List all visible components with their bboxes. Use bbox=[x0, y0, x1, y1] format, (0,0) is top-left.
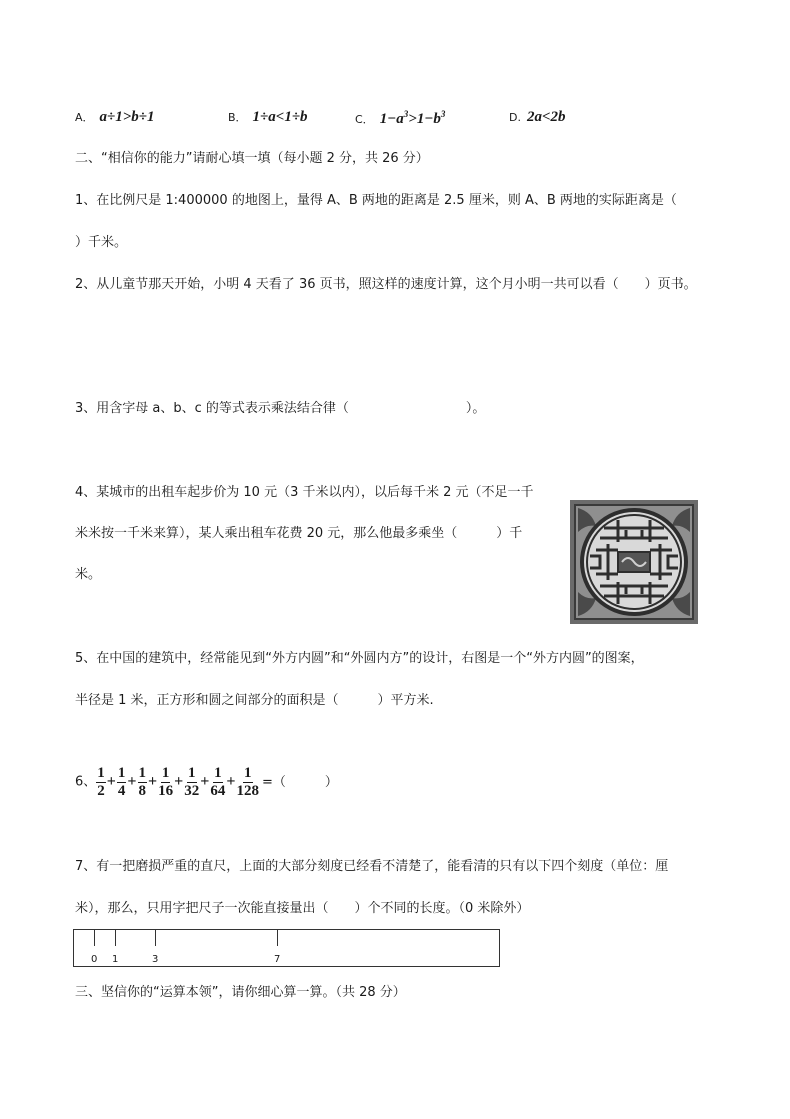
plus-sign: + bbox=[106, 773, 116, 790]
fraction: $\frac{1}{8}$ bbox=[138, 764, 147, 799]
option-d: D. 2a<2b bbox=[509, 109, 566, 125]
plus-sign: + bbox=[200, 773, 210, 790]
question-5-line-2: 半径是 1 米，正方形和圆之间部分的面积是（ ）平方米. bbox=[75, 693, 434, 708]
question-6-prefix: 6、 bbox=[75, 774, 97, 790]
plus-sign: + bbox=[174, 773, 184, 790]
ruler-label-7: 7 bbox=[274, 954, 281, 965]
plus-sign: + bbox=[148, 773, 158, 790]
question-2: 2、从儿童节那天开始，小明 4 天看了 36 页书，照这样的速度计算，这个月小明一共可以看（ ）页书。 bbox=[75, 277, 697, 292]
question-1-line-1: 1、在比例尺是 1:400000 的地图上，量得 A、B 两地的距离是 2.5 厘米，则 A、B 两地的实际距离是（ bbox=[75, 193, 677, 208]
fraction: $\frac{1}{16}$ bbox=[158, 764, 174, 799]
question-1-line-2: ）千米。 bbox=[75, 235, 128, 250]
ruler-tick bbox=[94, 930, 95, 946]
option-d-expr: 2a<2b bbox=[526, 109, 566, 125]
ruler-tick bbox=[155, 930, 156, 946]
question-4-line-2: 米米按一千米来算），某人乘出租车花费 20 元，那么他最多乘坐（ ）千 bbox=[75, 526, 523, 541]
question-4-line-1: 4、某城市的出租车起步价为 10 元（3 千米以内），以后每千米 2 元（不足一千 bbox=[75, 485, 534, 500]
question-5-line-1: 5、在中国的建筑中，经常能见到“外方内圆”和“外圆内方”的设计，右图是一个“外方内圆”的图案， bbox=[75, 651, 644, 666]
plus-sign: + bbox=[226, 773, 236, 790]
option-a-expr: a÷1>b÷1 bbox=[99, 109, 155, 125]
ruler-label-0: 0 bbox=[91, 954, 98, 965]
question-3: 3、用含字母 a、b、c 的等式表示乘法结合律（ ）。 bbox=[75, 401, 486, 416]
option-c-expr: $1-a^3>1-b^3$ bbox=[379, 109, 446, 127]
ruler-tick bbox=[115, 930, 116, 946]
question-7-line-2: 米），那么，只用字把尺子一次能直接量出（ ）个不同的长度。（0 米除外） bbox=[75, 901, 530, 916]
question-6 bbox=[75, 764, 338, 801]
fraction: $\frac{1}{64}$ bbox=[210, 764, 226, 799]
ruler-label-3: 3 bbox=[152, 954, 159, 965]
question-6-suffix: =（ ） bbox=[262, 774, 338, 790]
option-b: B． 1÷a<1÷b bbox=[228, 109, 308, 125]
ruler-tick bbox=[277, 930, 278, 946]
option-b-expr: 1÷a<1÷b bbox=[252, 109, 308, 125]
section-2-title: 二、“相信你的能力”请耐心填一填（每小题 2 分，共 26 分） bbox=[75, 151, 429, 166]
question-7-line-1: 7、有一把磨损严重的直尺，上面的大部分刻度已经看不清楚了，能看清的只有以下四个刻度（单位：厘 bbox=[75, 859, 669, 874]
option-a: A． a÷1>b÷1 bbox=[75, 109, 155, 125]
fraction: $\frac{1}{32}$ bbox=[184, 764, 200, 799]
fraction: $\frac{1}{2}$ bbox=[97, 764, 105, 799]
section-3-title: 三、坚信你的“运算本领”，请你细心算一算。（共 28 分） bbox=[75, 985, 406, 1000]
fraction: $\frac{1}{128}$ bbox=[236, 764, 260, 799]
fraction: $\frac{1}{4}$ bbox=[117, 764, 126, 799]
plus-sign: + bbox=[127, 773, 137, 790]
square-circle-pattern-image bbox=[570, 500, 698, 624]
question-4-line-3: 米。 bbox=[75, 567, 102, 582]
ruler-label-1: 1 bbox=[112, 954, 119, 965]
option-c: C． $1-a^3>1-b^3$ bbox=[355, 109, 446, 127]
worn-ruler bbox=[73, 929, 500, 967]
